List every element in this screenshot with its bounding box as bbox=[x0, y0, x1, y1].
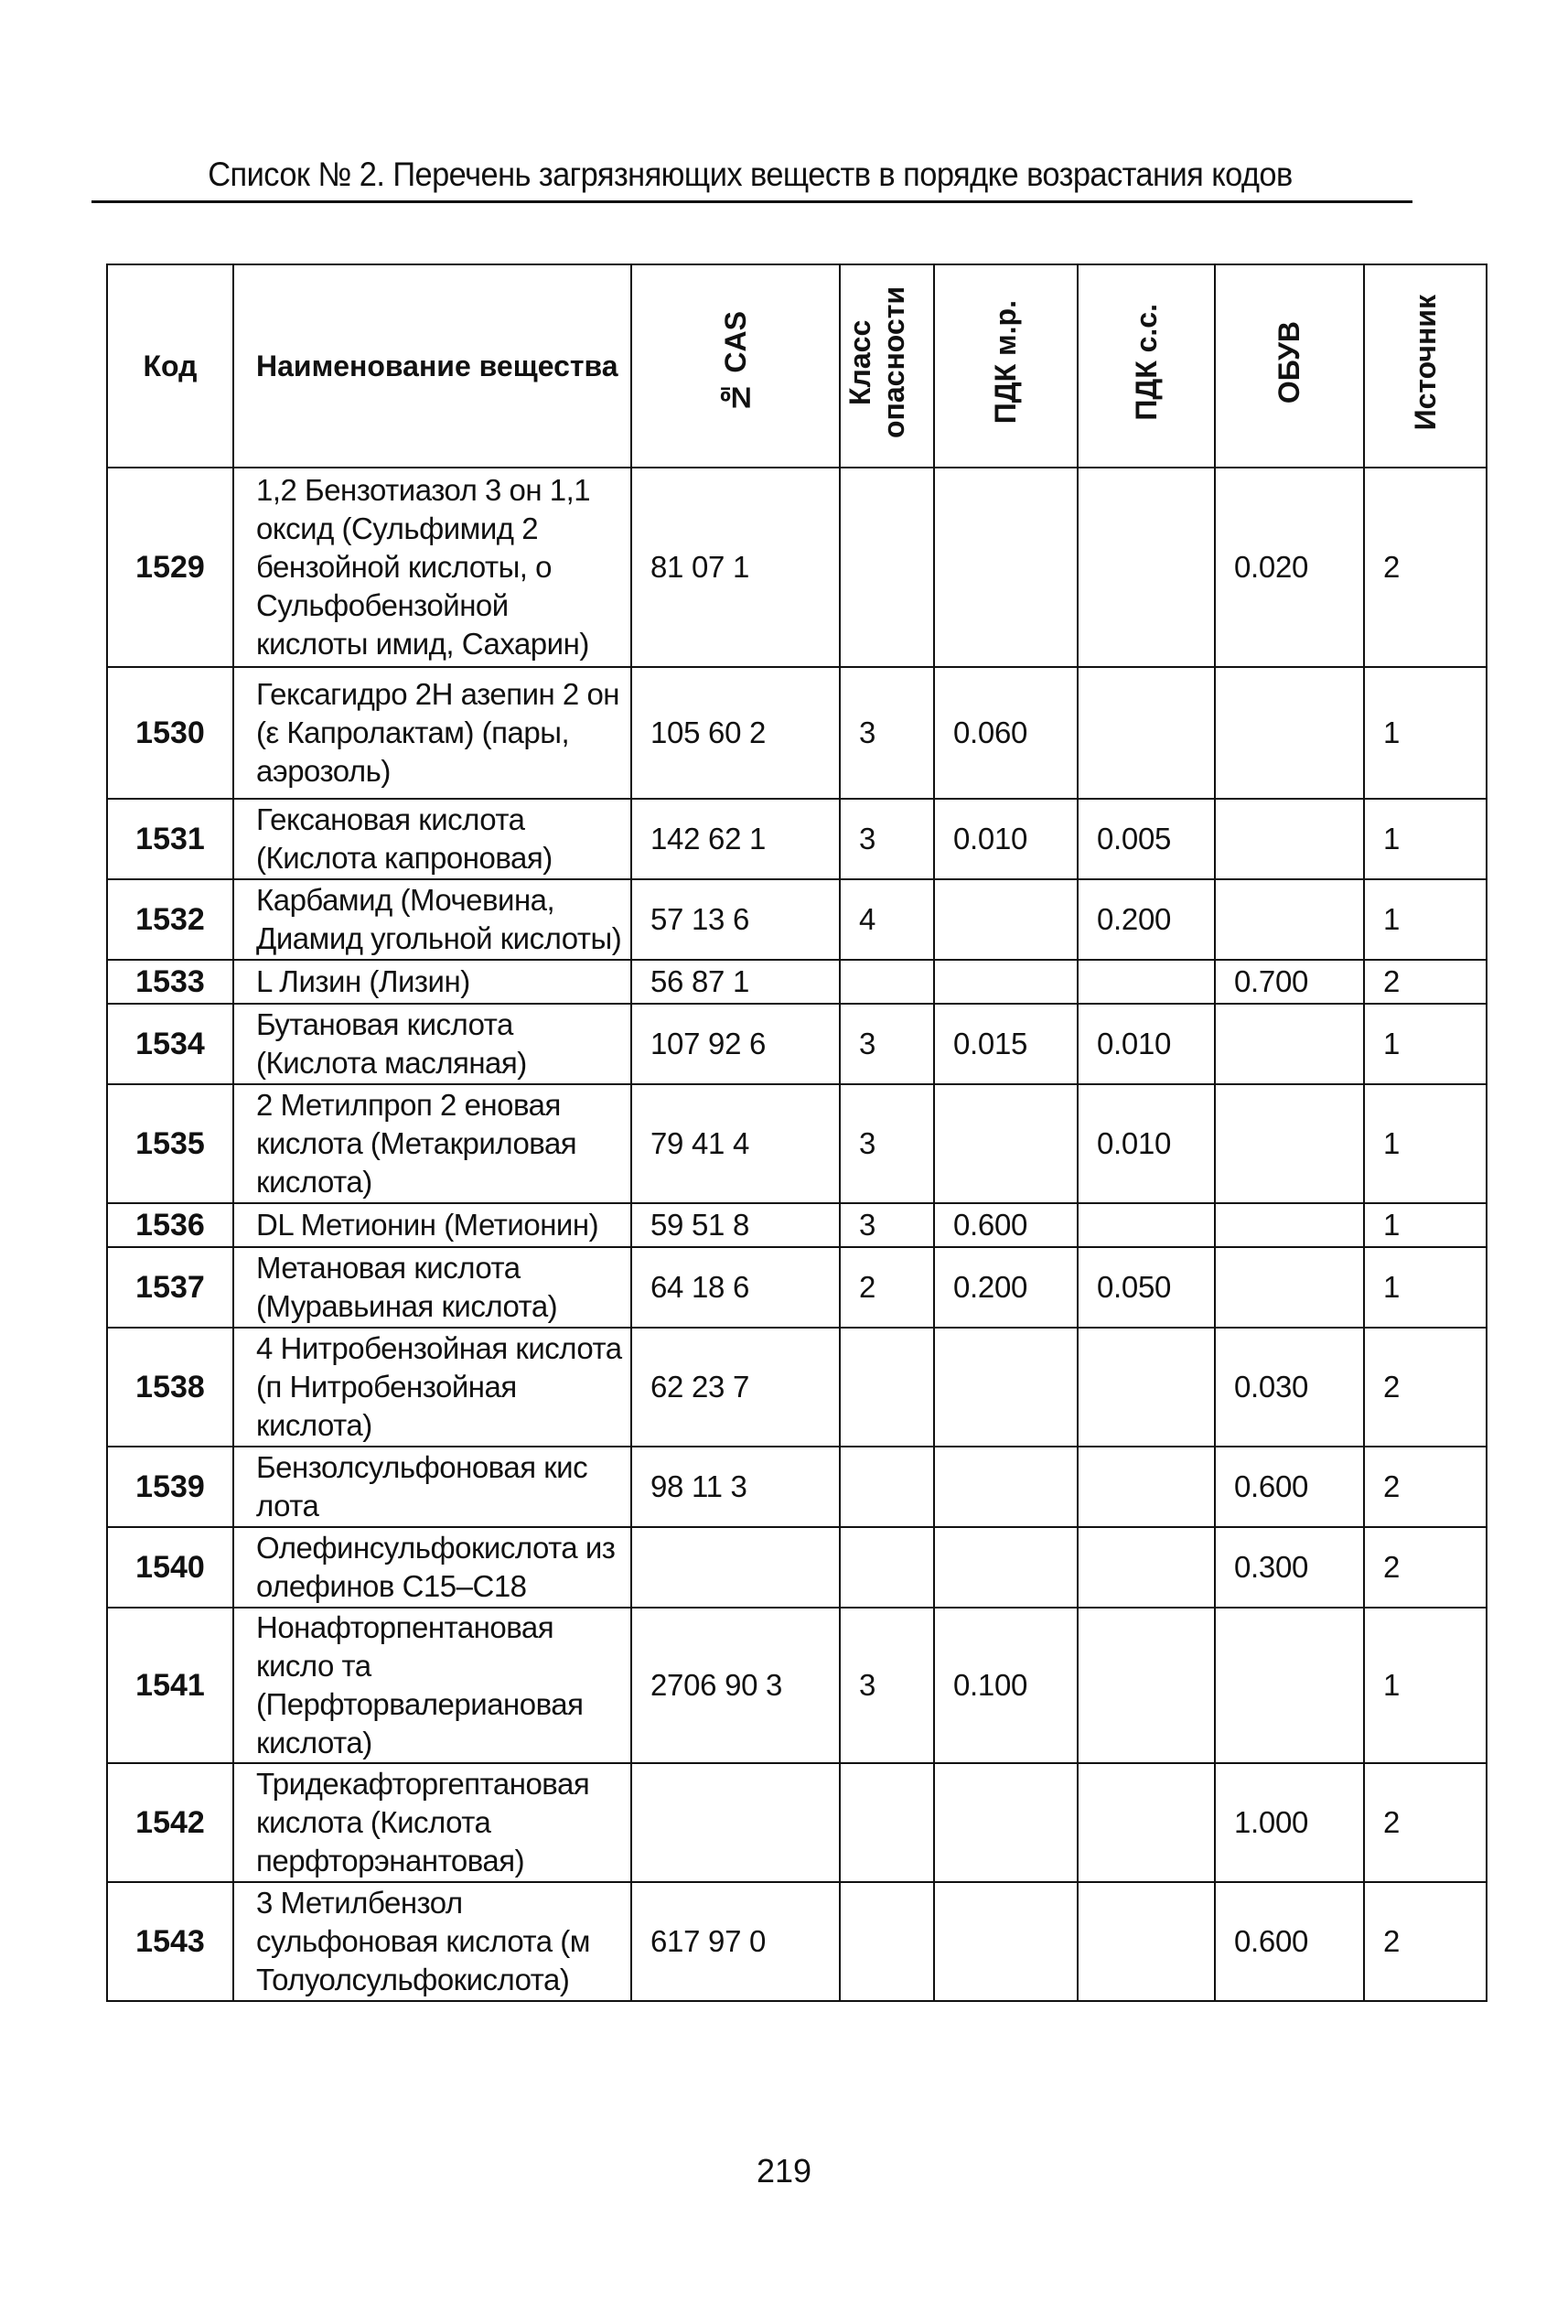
row-code: 1533 bbox=[107, 960, 233, 1004]
obuv-value bbox=[1215, 1608, 1364, 1763]
cas-number: 56 87 1 bbox=[631, 960, 840, 1004]
title-rule bbox=[91, 200, 1412, 203]
cas-number: 98 11 3 bbox=[631, 1447, 840, 1527]
table-row bbox=[107, 799, 1487, 879]
table-row bbox=[107, 1527, 1487, 1608]
source-value: 1 bbox=[1364, 879, 1487, 960]
substance-name: L Лизин (Лизин) bbox=[233, 960, 631, 1004]
substance-name: Нонафторпентановая кисло та (Перфторвалериановая кислота) bbox=[233, 1608, 631, 1763]
obuv-value bbox=[1215, 1084, 1364, 1203]
table-row bbox=[107, 1608, 1487, 1763]
source-value: 2 bbox=[1364, 468, 1487, 667]
row-code: 1541 bbox=[107, 1608, 233, 1763]
cas-number: 59 51 8 bbox=[631, 1203, 840, 1247]
hazard-class: 3 bbox=[840, 1203, 934, 1247]
hazard-class: 3 bbox=[840, 1084, 934, 1203]
table-row bbox=[107, 1004, 1487, 1084]
hazard-class: 3 bbox=[840, 799, 934, 879]
pdk-ss-value bbox=[1078, 468, 1215, 667]
row-code: 1538 bbox=[107, 1328, 233, 1447]
cas-number: 81 07 1 bbox=[631, 468, 840, 667]
source-value: 2 bbox=[1364, 1447, 1487, 1527]
pdk-ss-value bbox=[1078, 1763, 1215, 1882]
pdk-mr-value bbox=[934, 960, 1078, 1004]
pdk-ss-value bbox=[1078, 1203, 1215, 1247]
substance-name: 1,2 Бензотиазол 3 он 1,1 оксид (Сульфимид 2 бензойной кислоты, о Сульфобензойной кислоты имид, Сахарин) bbox=[233, 468, 631, 667]
pdk-mr-value bbox=[934, 879, 1078, 960]
substance-name: Метановая кислота (Муравьиная кислота) bbox=[233, 1247, 631, 1328]
pdk-ss-value: 0.005 bbox=[1078, 799, 1215, 879]
cas-number: 617 97 0 bbox=[631, 1882, 840, 2001]
column-header-hazard-class: Класс опасности bbox=[843, 285, 910, 439]
cas-number bbox=[631, 1527, 840, 1608]
table-header-row bbox=[107, 264, 1487, 468]
table-row bbox=[107, 1763, 1487, 1882]
obuv-value bbox=[1215, 1004, 1364, 1084]
table-row bbox=[107, 1084, 1487, 1203]
table-row bbox=[107, 1882, 1487, 2001]
page-number: 219 bbox=[756, 2152, 812, 2190]
hazard-class bbox=[840, 960, 934, 1004]
source-value: 1 bbox=[1364, 1004, 1487, 1084]
hazard-class: 4 bbox=[840, 879, 934, 960]
row-code: 1534 bbox=[107, 1004, 233, 1084]
substance-name: Гексановая кислота (Кислота капроновая) bbox=[233, 799, 631, 879]
cas-number: 57 13 6 bbox=[631, 879, 840, 960]
row-code: 1531 bbox=[107, 799, 233, 879]
cas-number: 64 18 6 bbox=[631, 1247, 840, 1328]
cas-number: 79 41 4 bbox=[631, 1084, 840, 1203]
source-value: 1 bbox=[1364, 1608, 1487, 1763]
table-row bbox=[107, 1247, 1487, 1328]
substance-name: Гексагидро 2Н азепин 2 он (ε Капролактам) (пары, аэрозоль) bbox=[233, 667, 631, 799]
cas-number: 105 60 2 bbox=[631, 667, 840, 799]
pdk-ss-value: 0.010 bbox=[1078, 1004, 1215, 1084]
source-value: 2 bbox=[1364, 1328, 1487, 1447]
column-header-cas: № CAS bbox=[718, 310, 752, 414]
pdk-mr-value bbox=[934, 1084, 1078, 1203]
row-code: 1540 bbox=[107, 1527, 233, 1608]
table-body bbox=[107, 468, 1487, 2001]
hazard-class bbox=[840, 468, 934, 667]
pdk-ss-value bbox=[1078, 1447, 1215, 1527]
pdk-ss-value: 0.010 bbox=[1078, 1084, 1215, 1203]
source-value: 2 bbox=[1364, 1763, 1487, 1882]
column-header-name: Наименование вещества bbox=[233, 264, 631, 468]
cas-number: 2706 90 3 bbox=[631, 1608, 840, 1763]
substance-name: Олефинсульфокислота из олефинов C15–C18 bbox=[233, 1527, 631, 1608]
pdk-ss-value bbox=[1078, 1608, 1215, 1763]
obuv-value: 0.600 bbox=[1215, 1882, 1364, 2001]
column-header-pdk-ss-cell bbox=[1078, 264, 1215, 468]
pdk-mr-value bbox=[934, 1527, 1078, 1608]
obuv-value bbox=[1215, 799, 1364, 879]
page-title: Список № 2. Перечень загрязняющих веществ в порядке возрастания кодов bbox=[208, 156, 1293, 193]
pdk-ss-value bbox=[1078, 1527, 1215, 1608]
pdk-ss-value bbox=[1078, 960, 1215, 1004]
obuv-value: 0.700 bbox=[1215, 960, 1364, 1004]
table-row bbox=[107, 879, 1487, 960]
obuv-value bbox=[1215, 1203, 1364, 1247]
column-header-code: Код bbox=[107, 264, 233, 468]
pdk-ss-value: 0.200 bbox=[1078, 879, 1215, 960]
column-header-hazard-class-cell bbox=[840, 264, 934, 468]
table-row bbox=[107, 1328, 1487, 1447]
hazard-class bbox=[840, 1763, 934, 1882]
obuv-value bbox=[1215, 1247, 1364, 1328]
cas-number: 62 23 7 bbox=[631, 1328, 840, 1447]
row-code: 1532 bbox=[107, 879, 233, 960]
table-row bbox=[107, 1447, 1487, 1527]
column-header-pdk-mr-cell bbox=[934, 264, 1078, 468]
table-row bbox=[107, 468, 1487, 667]
source-value: 2 bbox=[1364, 960, 1487, 1004]
source-value: 2 bbox=[1364, 1882, 1487, 2001]
obuv-value bbox=[1215, 879, 1364, 960]
table-row bbox=[107, 960, 1487, 1004]
pdk-mr-value bbox=[934, 1328, 1078, 1447]
row-code: 1530 bbox=[107, 667, 233, 799]
row-code: 1543 bbox=[107, 1882, 233, 2001]
source-value: 1 bbox=[1364, 1203, 1487, 1247]
table-row bbox=[107, 667, 1487, 799]
source-value: 2 bbox=[1364, 1527, 1487, 1608]
obuv-value: 0.020 bbox=[1215, 468, 1364, 667]
source-value: 1 bbox=[1364, 667, 1487, 799]
pdk-mr-value: 0.015 bbox=[934, 1004, 1078, 1084]
hazard-class: 2 bbox=[840, 1247, 934, 1328]
obuv-value: 0.300 bbox=[1215, 1527, 1364, 1608]
pdk-mr-value: 0.600 bbox=[934, 1203, 1078, 1247]
hazard-class bbox=[840, 1527, 934, 1608]
substance-name: Тридекафторгептановая кислота (Кислота перфторэнантовая) bbox=[233, 1763, 631, 1882]
hazard-class bbox=[840, 1328, 934, 1447]
pdk-mr-value: 0.100 bbox=[934, 1608, 1078, 1763]
cas-number: 142 62 1 bbox=[631, 799, 840, 879]
column-header-obuv-cell bbox=[1215, 264, 1364, 468]
pdk-ss-value: 0.050 bbox=[1078, 1247, 1215, 1328]
row-code: 1535 bbox=[107, 1084, 233, 1203]
row-code: 1542 bbox=[107, 1763, 233, 1882]
substances-table-container bbox=[106, 264, 1486, 2002]
pdk-mr-value bbox=[934, 1882, 1078, 2001]
substance-name: 4 Нитробензойная кислота (п Нитробензойная кислота) bbox=[233, 1328, 631, 1447]
source-value: 1 bbox=[1364, 1247, 1487, 1328]
obuv-value: 0.600 bbox=[1215, 1447, 1364, 1527]
pdk-ss-value bbox=[1078, 667, 1215, 799]
row-code: 1529 bbox=[107, 468, 233, 667]
cas-number: 107 92 6 bbox=[631, 1004, 840, 1084]
row-code: 1539 bbox=[107, 1447, 233, 1527]
source-value: 1 bbox=[1364, 799, 1487, 879]
column-header-source: Источник bbox=[1408, 294, 1442, 431]
hazard-class: 3 bbox=[840, 1608, 934, 1763]
table-row bbox=[107, 1203, 1487, 1247]
hazard-class: 3 bbox=[840, 1004, 934, 1084]
row-code: 1537 bbox=[107, 1247, 233, 1328]
pdk-mr-value: 0.010 bbox=[934, 799, 1078, 879]
substance-name: 2 Метилпроп 2 еновая кислота (Метакриловая кислота) bbox=[233, 1084, 631, 1203]
pdk-ss-value bbox=[1078, 1328, 1215, 1447]
column-header-pdk-ss: ПДК с.с. bbox=[1129, 304, 1163, 421]
substances-table bbox=[106, 264, 1487, 2002]
pdk-ss-value bbox=[1078, 1882, 1215, 2001]
column-header-cas-cell bbox=[631, 264, 840, 468]
substance-name: 3 Метилбензол сульфоновая кислота (м Толуолсульфокислота) bbox=[233, 1882, 631, 2001]
pdk-mr-value: 0.060 bbox=[934, 667, 1078, 799]
obuv-value: 1.000 bbox=[1215, 1763, 1364, 1882]
substance-name: Карбамид (Мочевина, Диамид угольной кислоты) bbox=[233, 879, 631, 960]
substance-name: Бензолсульфоновая кис лота bbox=[233, 1447, 631, 1527]
column-header-pdk-mr: ПДК м.р. bbox=[989, 300, 1023, 425]
source-value: 1 bbox=[1364, 1084, 1487, 1203]
pdk-mr-value bbox=[934, 468, 1078, 667]
row-code: 1536 bbox=[107, 1203, 233, 1247]
column-header-source-cell bbox=[1364, 264, 1487, 468]
obuv-value bbox=[1215, 667, 1364, 799]
substance-name: Бутановая кислота (Кислота масляная) bbox=[233, 1004, 631, 1084]
pdk-mr-value bbox=[934, 1447, 1078, 1527]
substance-name: DL Метионин (Метионин) bbox=[233, 1203, 631, 1247]
hazard-class: 3 bbox=[840, 667, 934, 799]
pdk-mr-value bbox=[934, 1763, 1078, 1882]
column-header-obuv: ОБУВ bbox=[1273, 320, 1306, 404]
pdk-mr-value: 0.200 bbox=[934, 1247, 1078, 1328]
cas-number bbox=[631, 1763, 840, 1882]
hazard-class bbox=[840, 1447, 934, 1527]
obuv-value: 0.030 bbox=[1215, 1328, 1364, 1447]
hazard-class bbox=[840, 1882, 934, 2001]
